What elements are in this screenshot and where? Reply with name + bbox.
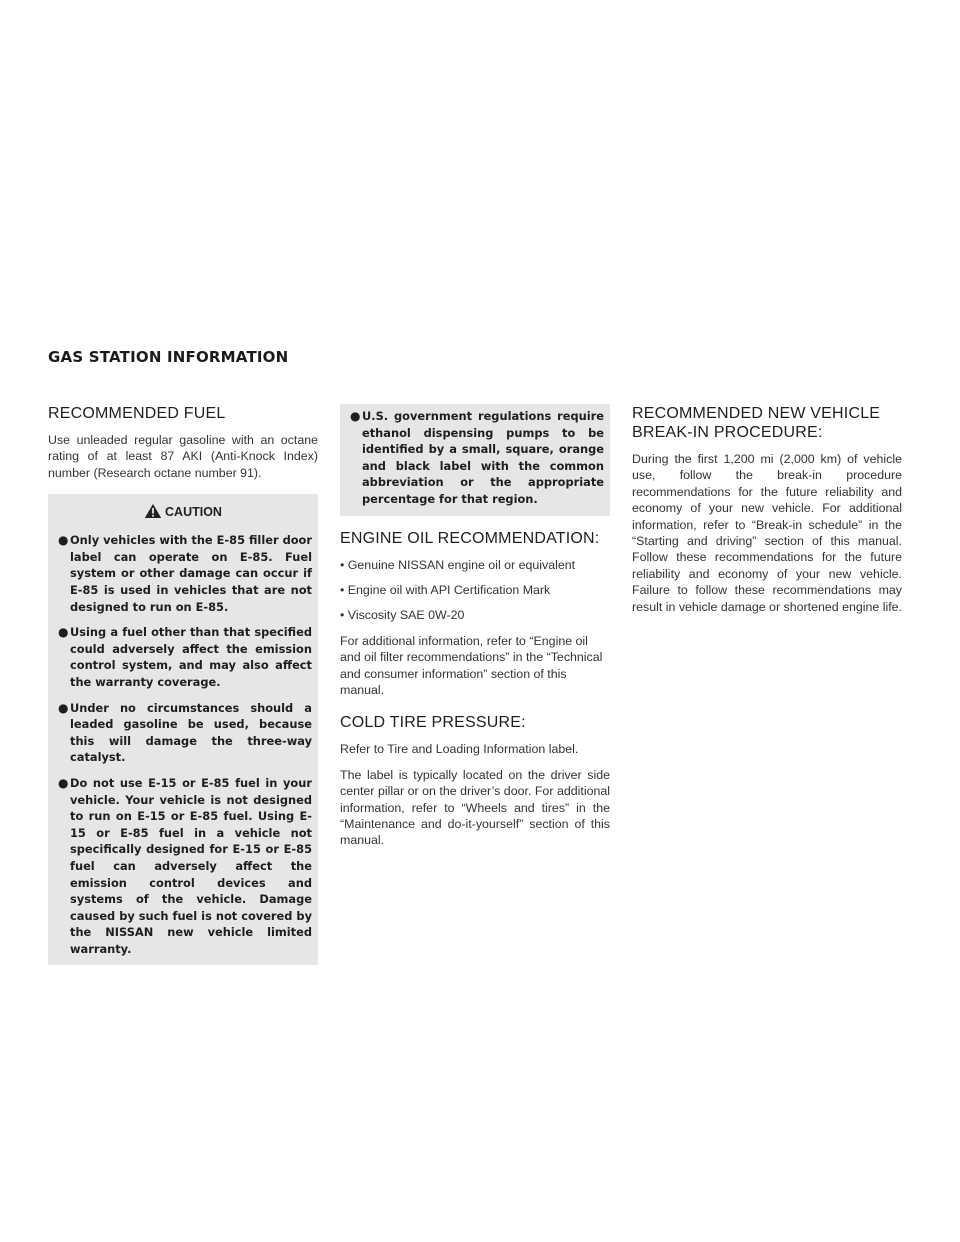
break-in-heading [632, 404, 902, 442]
section-title: GAS STATION INFORMATION [48, 348, 289, 366]
caution-item: ● U.S. government regulations require ethanol dispensing pumps to be identified by a small, square, orange and black label with the common abbreviation or the appropriate percentage for that region. [350, 409, 604, 506]
caution-list [48, 532, 318, 957]
caution-item: ● Only vehicles with the E-85 filler door label can operate on E-85. Fuel system or other damage can occur if E-85 is used in vehicles that are not designed to run on E-85. [58, 533, 312, 614]
cold-tire-pressure-heading: COLD TIRE PRESSURE: [340, 714, 526, 732]
caution-item: ● Under no circumstances should a leaded gasoline be used, because this will damage the three-way catalyst. [58, 700, 312, 765]
oil-note: For additional information, refer to “Engine oil and oil filter recommendations” in the “Technical and consumer information” section of this manual. [340, 633, 603, 697]
break-in-heading-line1: RECOMMENDED NEW VEHICLE [632, 405, 881, 422]
caution-title: CAUTION [165, 505, 222, 520]
break-in-heading-line2: BREAK-IN PROCEDURE: [632, 424, 823, 441]
fuel-intro: Use unleaded regular gasoline with an octane rating of at least 87 AKI (Anti-Knock Index) number (Research octane number 91). [48, 433, 318, 480]
engine-oil-heading: ENGINE OIL RECOMMENDATION: [340, 529, 600, 547]
tire-paragraph: Refer to Tire and Loading Information label. [340, 742, 579, 757]
caution-item: ● Using a fuel other than that specified could adversely affect the emission control system, and may also affect the warranty coverage. [58, 625, 312, 689]
oil-item: • Genuine NISSAN engine oil or equivalent [340, 557, 576, 572]
break-in-body: During the first 1,200 mi (2,000 km) of vehicle use, follow the break-in procedure recommendations for the future reliability and economy of your new vehicle. For additional information, refer to “Break-in schedule” in the “Starting and driving” section of this manual. Follow these recommendations for the future reliability and economy of your new vehicle. Failure to follow these recommendations may result in vehicle damage or shortened engine life. [632, 452, 903, 614]
recommended-fuel-heading: RECOMMENDED FUEL [48, 405, 226, 422]
tire-paragraph: The label is typically located on the driver side center pillar or on the driver’s door. For additional information, refer to “Wheels and tires” in the “Maintenance and do-it-yourself” section of this manual. [340, 767, 610, 848]
warning-triangle-icon [144, 503, 162, 519]
oil-item: • Engine oil with API Certification Mark [340, 582, 551, 597]
oil-item: • Viscosity SAE 0W-20 [340, 608, 465, 623]
caution-item: ● Do not use E-15 or E-85 fuel in your vehicle. Your vehicle is not designed to run on E-15 or E-85 fuel. Using E-15 or E-85 fuel in a vehicle not specifically designed for E-15 or E-85 fuel can adversely affect the emission control devices and systems of the vehicle. Damage caused by such fuel is not covered by the NISSAN new vehicle limited warranty. [58, 775, 312, 956]
caution-box [48, 494, 318, 965]
caution-box-continued [340, 404, 610, 516]
column-right [632, 404, 902, 624]
caution-list-continued [340, 408, 610, 508]
column-middle [340, 404, 610, 858]
caution-header [48, 494, 318, 519]
column-left [48, 404, 318, 965]
